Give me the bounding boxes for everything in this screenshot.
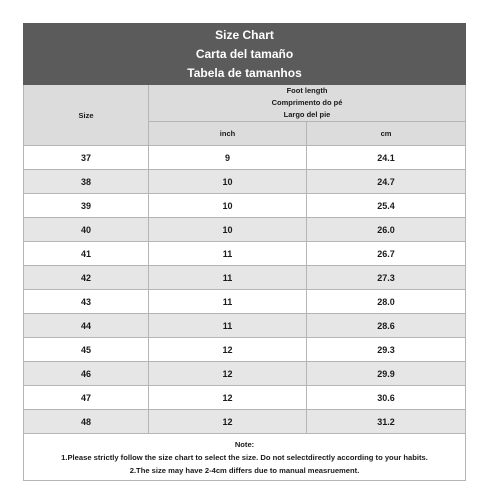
inch-cell: 12 [149, 338, 307, 362]
size-column-header: Size [24, 85, 149, 146]
table-row [24, 218, 466, 242]
table-row [24, 362, 466, 386]
note-line-1: 1.Please strictly follow the size chart to select the size. Do not selectdirectly according to your habits. [61, 452, 428, 462]
cm-cell: 26.0 [307, 218, 466, 242]
size-cell: 45 [24, 338, 149, 362]
table-row [24, 410, 466, 434]
title-line-portuguese: Tabela de tamanhos [187, 65, 302, 80]
note-section [24, 434, 466, 481]
size-cell: 48 [24, 410, 149, 434]
inch-cell: 10 [149, 218, 307, 242]
table-row [24, 338, 466, 362]
size-cell: 46 [24, 362, 149, 386]
foot-length-header [149, 85, 466, 122]
inch-cell: 12 [149, 386, 307, 410]
size-cell: 39 [24, 194, 149, 218]
note-heading: Note: [234, 439, 255, 449]
title-line-english: Size Chart [215, 27, 274, 42]
cm-cell: 27.3 [307, 266, 466, 290]
table-row [24, 242, 466, 266]
table-row [24, 386, 466, 410]
cm-cell: 30.6 [307, 386, 466, 410]
size-cell: 43 [24, 290, 149, 314]
cm-cell: 26.7 [307, 242, 466, 266]
cm-cell: 24.1 [307, 146, 466, 170]
table-row [24, 314, 466, 338]
inch-column-header: inch [149, 122, 307, 146]
size-cell: 44 [24, 314, 149, 338]
size-chart-table [23, 23, 466, 481]
cm-cell: 29.9 [307, 362, 466, 386]
size-cell: 47 [24, 386, 149, 410]
table-row [24, 146, 466, 170]
chart-title [24, 24, 466, 85]
inch-cell: 11 [149, 290, 307, 314]
inch-cell: 11 [149, 266, 307, 290]
inch-cell: 10 [149, 194, 307, 218]
cm-cell: 24.7 [307, 170, 466, 194]
cm-cell: 28.0 [307, 290, 466, 314]
size-chart [23, 23, 465, 481]
table-row [24, 194, 466, 218]
size-cell: 41 [24, 242, 149, 266]
cm-cell: 29.3 [307, 338, 466, 362]
size-cell: 40 [24, 218, 149, 242]
table-row [24, 266, 466, 290]
cm-cell: 31.2 [307, 410, 466, 434]
inch-cell: 12 [149, 410, 307, 434]
inch-cell: 9 [149, 146, 307, 170]
inch-cell: 11 [149, 314, 307, 338]
table-row [24, 170, 466, 194]
cm-cell: 25.4 [307, 194, 466, 218]
size-cell: 38 [24, 170, 149, 194]
foot-length-label-spanish: Largo del pie [283, 110, 331, 119]
size-cell: 37 [24, 146, 149, 170]
note-line-2: 2.The size may have 2-4cm differs due to manual measruement. [129, 465, 360, 475]
foot-length-label-english: Foot length [286, 86, 328, 95]
size-cell: 42 [24, 266, 149, 290]
inch-cell: 11 [149, 242, 307, 266]
foot-length-label-portuguese: Comprimento do pé [271, 98, 343, 107]
inch-cell: 12 [149, 362, 307, 386]
cm-cell: 28.6 [307, 314, 466, 338]
table-row [24, 290, 466, 314]
cm-column-header: cm [307, 122, 466, 146]
inch-cell: 10 [149, 170, 307, 194]
title-line-spanish: Carta del tamaño [195, 46, 294, 61]
